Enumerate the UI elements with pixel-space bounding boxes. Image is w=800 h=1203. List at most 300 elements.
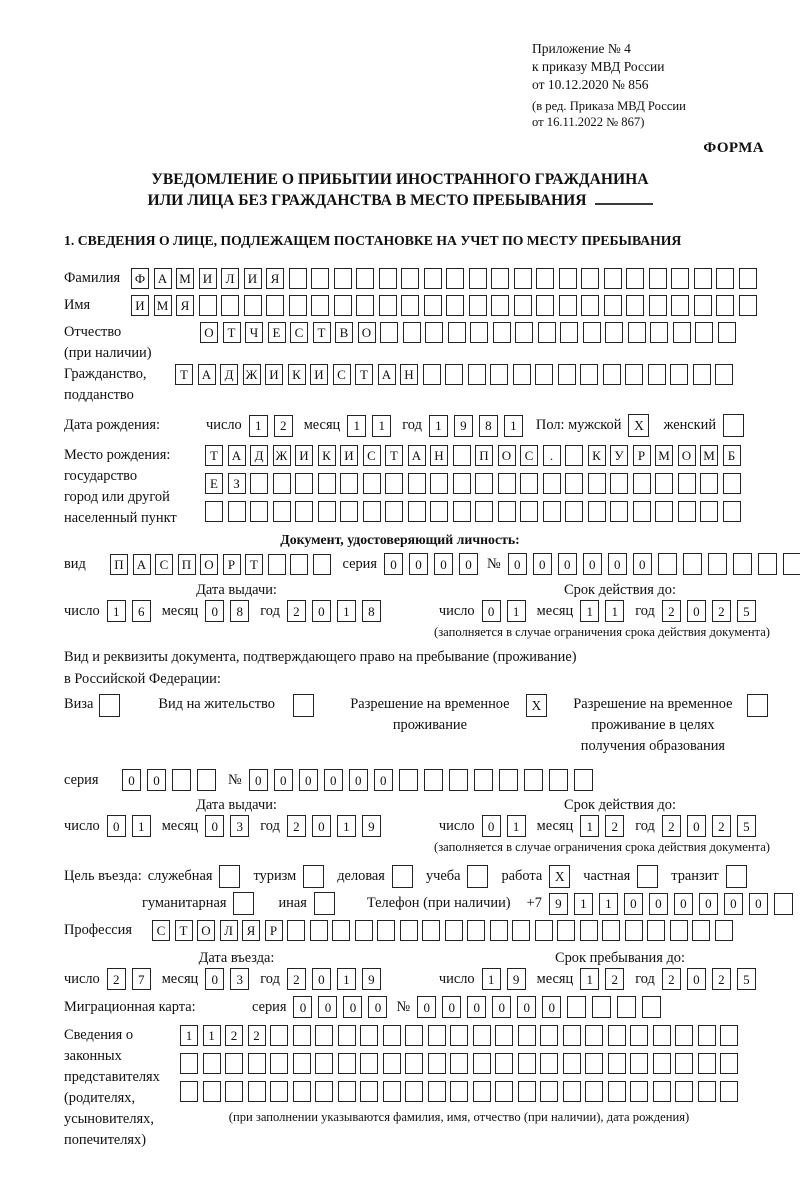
char-cell[interactable]: 0 — [533, 553, 552, 575]
char-cell[interactable]: А — [154, 268, 172, 289]
char-cell[interactable]: 0 — [384, 553, 403, 575]
char-cell[interactable]: 0 — [205, 600, 224, 622]
char-cell[interactable] — [563, 1053, 581, 1074]
char-cell[interactable] — [538, 322, 556, 343]
char-cell[interactable] — [694, 295, 712, 316]
char-cell[interactable] — [700, 501, 718, 522]
char-cell[interactable]: . — [543, 445, 561, 466]
char-cell[interactable] — [563, 1025, 581, 1046]
char-cell[interactable] — [783, 553, 800, 575]
char-cell[interactable] — [536, 268, 554, 289]
char-cell[interactable] — [270, 1025, 288, 1046]
char-cell[interactable]: У — [610, 445, 628, 466]
char-cell[interactable] — [315, 1081, 333, 1102]
char-cell[interactable]: 2 — [225, 1025, 243, 1046]
char-cell[interactable]: А — [133, 554, 151, 575]
char-cell[interactable]: 0 — [349, 769, 368, 791]
char-cell[interactable]: Е — [268, 322, 286, 343]
char-cell[interactable] — [630, 1081, 648, 1102]
char-cell[interactable]: 2 — [662, 600, 681, 622]
char-cell[interactable] — [653, 1025, 671, 1046]
char-cell[interactable]: 0 — [312, 600, 331, 622]
char-cell[interactable]: 1 — [347, 415, 366, 437]
char-cell[interactable] — [401, 295, 419, 316]
char-cell[interactable] — [473, 1025, 491, 1046]
char-cell[interactable] — [583, 322, 601, 343]
char-cell[interactable] — [540, 1053, 558, 1074]
char-cell[interactable] — [318, 501, 336, 522]
char-cell[interactable]: 0 — [459, 553, 478, 575]
char-cell[interactable] — [630, 1053, 648, 1074]
char-cell[interactable] — [608, 1025, 626, 1046]
char-cell[interactable]: М — [154, 295, 172, 316]
char-cell[interactable] — [266, 295, 284, 316]
char-cell[interactable] — [468, 364, 486, 385]
char-cell[interactable]: 0 — [608, 553, 627, 575]
char-cell[interactable] — [608, 1081, 626, 1102]
char-cell[interactable] — [655, 501, 673, 522]
char-cell[interactable] — [287, 920, 305, 941]
char-cell[interactable] — [653, 1081, 671, 1102]
char-cell[interactable] — [708, 553, 727, 575]
char-cell[interactable]: А — [378, 364, 396, 385]
char-cell[interactable]: 0 — [299, 769, 318, 791]
char-cell[interactable] — [244, 295, 262, 316]
purpose-transit-checkbox[interactable] — [726, 865, 747, 888]
char-cell[interactable]: 0 — [312, 815, 331, 837]
char-cell[interactable] — [715, 364, 733, 385]
char-cell[interactable]: 1 — [372, 415, 391, 437]
purpose-work-checkbox[interactable]: X — [549, 865, 570, 888]
char-cell[interactable]: 2 — [248, 1025, 266, 1046]
char-cell[interactable]: 0 — [293, 996, 312, 1018]
char-cell[interactable] — [453, 445, 471, 466]
char-cell[interactable] — [720, 1081, 738, 1102]
char-cell[interactable]: Ж — [273, 445, 291, 466]
char-cell[interactable]: О — [358, 322, 376, 343]
char-cell[interactable]: 1 — [429, 415, 448, 437]
char-cell[interactable] — [293, 1053, 311, 1074]
char-cell[interactable] — [475, 473, 493, 494]
char-cell[interactable] — [733, 553, 752, 575]
char-cell[interactable] — [558, 364, 576, 385]
char-cell[interactable] — [250, 501, 268, 522]
char-cell[interactable]: С — [363, 445, 381, 466]
char-cell[interactable] — [580, 920, 598, 941]
char-cell[interactable]: 9 — [362, 968, 381, 990]
char-cell[interactable]: П — [110, 554, 128, 575]
char-cell[interactable] — [718, 322, 736, 343]
char-cell[interactable] — [692, 920, 710, 941]
char-cell[interactable]: О — [200, 322, 218, 343]
char-cell[interactable] — [695, 322, 713, 343]
char-cell[interactable]: Я — [176, 295, 194, 316]
char-cell[interactable]: С — [155, 554, 173, 575]
char-cell[interactable]: Л — [220, 920, 238, 941]
char-cell[interactable] — [588, 501, 606, 522]
char-cell[interactable] — [270, 1081, 288, 1102]
char-cell[interactable] — [716, 268, 734, 289]
char-cell[interactable]: Т — [175, 920, 193, 941]
char-cell[interactable] — [474, 769, 493, 791]
char-cell[interactable]: 0 — [147, 769, 166, 791]
char-cell[interactable]: 0 — [492, 996, 511, 1018]
char-cell[interactable] — [405, 1025, 423, 1046]
char-cell[interactable] — [490, 920, 508, 941]
char-cell[interactable] — [678, 473, 696, 494]
char-cell[interactable]: 8 — [362, 600, 381, 622]
char-cell[interactable] — [293, 1025, 311, 1046]
char-cell[interactable]: 2 — [712, 815, 731, 837]
char-cell[interactable] — [428, 1025, 446, 1046]
char-cell[interactable]: Р — [265, 920, 283, 941]
char-cell[interactable] — [469, 268, 487, 289]
char-cell[interactable]: 2 — [662, 968, 681, 990]
char-cell[interactable] — [450, 1053, 468, 1074]
char-cell[interactable] — [491, 295, 509, 316]
char-cell[interactable] — [355, 920, 373, 941]
char-cell[interactable]: М — [655, 445, 673, 466]
char-cell[interactable]: 1 — [203, 1025, 221, 1046]
char-cell[interactable]: Н — [400, 364, 418, 385]
char-cell[interactable] — [694, 268, 712, 289]
char-cell[interactable]: 0 — [467, 996, 486, 1018]
char-cell[interactable]: 0 — [205, 968, 224, 990]
char-cell[interactable] — [535, 364, 553, 385]
char-cell[interactable] — [315, 1025, 333, 1046]
char-cell[interactable] — [739, 295, 757, 316]
char-cell[interactable] — [626, 268, 644, 289]
char-cell[interactable] — [446, 268, 464, 289]
char-cell[interactable]: И — [340, 445, 358, 466]
char-cell[interactable] — [273, 501, 291, 522]
char-cell[interactable] — [675, 1081, 693, 1102]
char-cell[interactable] — [499, 769, 518, 791]
char-cell[interactable] — [313, 554, 331, 575]
char-cell[interactable] — [248, 1081, 266, 1102]
purpose-other-checkbox[interactable] — [314, 892, 335, 915]
char-cell[interactable]: Ч — [245, 322, 263, 343]
char-cell[interactable]: И — [199, 268, 217, 289]
char-cell[interactable] — [513, 364, 531, 385]
char-cell[interactable]: К — [588, 445, 606, 466]
char-cell[interactable] — [498, 501, 516, 522]
temp-residence-edu-checkbox[interactable] — [747, 694, 768, 717]
char-cell[interactable]: 0 — [624, 893, 643, 915]
char-cell[interactable]: 1 — [580, 968, 599, 990]
char-cell[interactable] — [340, 501, 358, 522]
char-cell[interactable]: 5 — [737, 815, 756, 837]
char-cell[interactable]: Т — [223, 322, 241, 343]
char-cell[interactable] — [675, 1025, 693, 1046]
char-cell[interactable]: 1 — [580, 600, 599, 622]
char-cell[interactable] — [540, 1025, 558, 1046]
char-cell[interactable] — [626, 295, 644, 316]
char-cell[interactable] — [675, 1053, 693, 1074]
char-cell[interactable]: С — [152, 920, 170, 941]
char-cell[interactable] — [512, 920, 530, 941]
char-cell[interactable] — [670, 920, 688, 941]
char-cell[interactable] — [315, 1053, 333, 1074]
char-cell[interactable]: 1 — [180, 1025, 198, 1046]
char-cell[interactable] — [565, 473, 583, 494]
char-cell[interactable] — [630, 1025, 648, 1046]
char-cell[interactable]: 0 — [434, 553, 453, 575]
char-cell[interactable]: 9 — [507, 968, 526, 990]
char-cell[interactable] — [536, 295, 554, 316]
char-cell[interactable]: Ф — [131, 268, 149, 289]
char-cell[interactable]: Д — [220, 364, 238, 385]
char-cell[interactable]: 0 — [542, 996, 561, 1018]
char-cell[interactable] — [720, 1053, 738, 1074]
char-cell[interactable] — [408, 501, 426, 522]
char-cell[interactable] — [428, 1053, 446, 1074]
char-cell[interactable]: 0 — [699, 893, 718, 915]
char-cell[interactable] — [648, 364, 666, 385]
char-cell[interactable] — [581, 295, 599, 316]
char-cell[interactable] — [475, 501, 493, 522]
char-cell[interactable]: 0 — [205, 815, 224, 837]
char-cell[interactable]: 2 — [107, 968, 126, 990]
temp-residence-checkbox[interactable]: X — [526, 694, 547, 717]
char-cell[interactable] — [617, 996, 636, 1018]
char-cell[interactable] — [205, 501, 223, 522]
char-cell[interactable] — [658, 553, 677, 575]
char-cell[interactable]: Л — [221, 268, 239, 289]
char-cell[interactable] — [289, 295, 307, 316]
char-cell[interactable] — [270, 1053, 288, 1074]
char-cell[interactable] — [424, 268, 442, 289]
char-cell[interactable] — [610, 473, 628, 494]
char-cell[interactable]: П — [475, 445, 493, 466]
char-cell[interactable]: 0 — [724, 893, 743, 915]
char-cell[interactable] — [673, 322, 691, 343]
char-cell[interactable]: О — [200, 554, 218, 575]
char-cell[interactable]: 0 — [674, 893, 693, 915]
char-cell[interactable]: О — [197, 920, 215, 941]
char-cell[interactable] — [338, 1025, 356, 1046]
char-cell[interactable]: Т — [245, 554, 263, 575]
char-cell[interactable] — [360, 1053, 378, 1074]
char-cell[interactable] — [683, 553, 702, 575]
char-cell[interactable] — [450, 1025, 468, 1046]
char-cell[interactable] — [693, 364, 711, 385]
char-cell[interactable]: В — [335, 322, 353, 343]
char-cell[interactable] — [449, 769, 468, 791]
char-cell[interactable] — [565, 501, 583, 522]
char-cell[interactable]: 2 — [662, 815, 681, 837]
char-cell[interactable] — [565, 445, 583, 466]
char-cell[interactable] — [563, 1081, 581, 1102]
char-cell[interactable]: 3 — [230, 968, 249, 990]
char-cell[interactable]: 0 — [318, 996, 337, 1018]
char-cell[interactable] — [774, 893, 793, 915]
char-cell[interactable] — [514, 268, 532, 289]
char-cell[interactable] — [318, 473, 336, 494]
char-cell[interactable] — [633, 501, 651, 522]
char-cell[interactable]: 9 — [549, 893, 568, 915]
char-cell[interactable] — [559, 268, 577, 289]
char-cell[interactable] — [199, 295, 217, 316]
char-cell[interactable]: 0 — [508, 553, 527, 575]
char-cell[interactable]: 1 — [249, 415, 268, 437]
char-cell[interactable] — [473, 1081, 491, 1102]
char-cell[interactable] — [678, 501, 696, 522]
char-cell[interactable]: 6 — [132, 600, 151, 622]
char-cell[interactable]: С — [290, 322, 308, 343]
char-cell[interactable] — [338, 1081, 356, 1102]
char-cell[interactable]: 1 — [605, 600, 624, 622]
char-cell[interactable] — [360, 1081, 378, 1102]
char-cell[interactable] — [670, 364, 688, 385]
char-cell[interactable] — [604, 268, 622, 289]
char-cell[interactable] — [180, 1081, 198, 1102]
char-cell[interactable]: 0 — [417, 996, 436, 1018]
char-cell[interactable]: 0 — [374, 769, 393, 791]
char-cell[interactable]: Е — [205, 473, 223, 494]
char-cell[interactable]: 1 — [337, 600, 356, 622]
char-cell[interactable]: А — [198, 364, 216, 385]
char-cell[interactable] — [356, 268, 374, 289]
char-cell[interactable] — [518, 1025, 536, 1046]
char-cell[interactable] — [248, 1053, 266, 1074]
char-cell[interactable] — [559, 295, 577, 316]
char-cell[interactable]: М — [700, 445, 718, 466]
char-cell[interactable]: 0 — [583, 553, 602, 575]
char-cell[interactable]: 0 — [482, 815, 501, 837]
char-cell[interactable]: 0 — [249, 769, 268, 791]
char-cell[interactable]: А — [228, 445, 246, 466]
char-cell[interactable]: П — [178, 554, 196, 575]
char-cell[interactable] — [385, 473, 403, 494]
char-cell[interactable] — [383, 1053, 401, 1074]
char-cell[interactable]: 0 — [687, 968, 706, 990]
purpose-business-checkbox[interactable] — [219, 865, 240, 888]
purpose-study-checkbox[interactable] — [467, 865, 488, 888]
char-cell[interactable]: 1 — [132, 815, 151, 837]
char-cell[interactable] — [424, 769, 443, 791]
sex-male-checkbox[interactable]: X — [628, 414, 649, 437]
char-cell[interactable]: 8 — [230, 600, 249, 622]
char-cell[interactable] — [495, 1025, 513, 1046]
char-cell[interactable]: 0 — [649, 893, 668, 915]
char-cell[interactable] — [602, 920, 620, 941]
char-cell[interactable] — [605, 322, 623, 343]
char-cell[interactable]: С — [333, 364, 351, 385]
char-cell[interactable] — [268, 554, 286, 575]
char-cell[interactable] — [518, 1081, 536, 1102]
char-cell[interactable] — [293, 1081, 311, 1102]
char-cell[interactable]: 2 — [274, 415, 293, 437]
char-cell[interactable] — [310, 920, 328, 941]
visa-checkbox[interactable] — [99, 694, 120, 717]
char-cell[interactable]: 2 — [712, 968, 731, 990]
char-cell[interactable]: И — [310, 364, 328, 385]
char-cell[interactable]: 0 — [343, 996, 362, 1018]
char-cell[interactable]: И — [244, 268, 262, 289]
char-cell[interactable] — [720, 1025, 738, 1046]
char-cell[interactable]: 0 — [324, 769, 343, 791]
char-cell[interactable] — [715, 920, 733, 941]
char-cell[interactable] — [585, 1081, 603, 1102]
char-cell[interactable]: 1 — [107, 600, 126, 622]
char-cell[interactable] — [625, 364, 643, 385]
char-cell[interactable]: 8 — [479, 415, 498, 437]
char-cell[interactable] — [653, 1053, 671, 1074]
char-cell[interactable]: 9 — [454, 415, 473, 437]
char-cell[interactable] — [250, 473, 268, 494]
char-cell[interactable] — [356, 295, 374, 316]
char-cell[interactable] — [383, 1081, 401, 1102]
char-cell[interactable] — [445, 364, 463, 385]
char-cell[interactable] — [180, 1053, 198, 1074]
char-cell[interactable] — [608, 1053, 626, 1074]
char-cell[interactable] — [698, 1081, 716, 1102]
sex-female-checkbox[interactable] — [723, 414, 744, 437]
char-cell[interactable] — [379, 295, 397, 316]
char-cell[interactable]: 2 — [287, 968, 306, 990]
char-cell[interactable] — [649, 268, 667, 289]
char-cell[interactable]: 2 — [287, 600, 306, 622]
char-cell[interactable] — [495, 1053, 513, 1074]
char-cell[interactable] — [334, 268, 352, 289]
char-cell[interactable] — [604, 295, 622, 316]
char-cell[interactable] — [700, 473, 718, 494]
char-cell[interactable] — [543, 473, 561, 494]
char-cell[interactable] — [585, 1053, 603, 1074]
char-cell[interactable] — [493, 322, 511, 343]
char-cell[interactable]: А — [408, 445, 426, 466]
char-cell[interactable]: И — [131, 295, 149, 316]
char-cell[interactable] — [453, 501, 471, 522]
char-cell[interactable]: 0 — [633, 553, 652, 575]
char-cell[interactable] — [377, 920, 395, 941]
char-cell[interactable]: 7 — [132, 968, 151, 990]
char-cell[interactable]: 3 — [230, 815, 249, 837]
char-cell[interactable]: Т — [175, 364, 193, 385]
char-cell[interactable] — [401, 268, 419, 289]
purpose-commercial-checkbox[interactable] — [392, 865, 413, 888]
char-cell[interactable]: 1 — [507, 600, 526, 622]
char-cell[interactable] — [642, 996, 661, 1018]
char-cell[interactable] — [603, 364, 621, 385]
char-cell[interactable] — [360, 1025, 378, 1046]
char-cell[interactable]: 0 — [482, 600, 501, 622]
char-cell[interactable] — [560, 322, 578, 343]
char-cell[interactable]: 1 — [580, 815, 599, 837]
char-cell[interactable]: 0 — [274, 769, 293, 791]
char-cell[interactable] — [592, 996, 611, 1018]
char-cell[interactable] — [295, 501, 313, 522]
char-cell[interactable] — [515, 322, 533, 343]
char-cell[interactable] — [671, 295, 689, 316]
char-cell[interactable]: Т — [313, 322, 331, 343]
char-cell[interactable]: З — [228, 473, 246, 494]
char-cell[interactable] — [424, 295, 442, 316]
char-cell[interactable]: М — [176, 268, 194, 289]
purpose-tourism-checkbox[interactable] — [303, 865, 324, 888]
char-cell[interactable]: Ж — [243, 364, 261, 385]
char-cell[interactable] — [650, 322, 668, 343]
char-cell[interactable] — [430, 501, 448, 522]
char-cell[interactable] — [698, 1025, 716, 1046]
char-cell[interactable]: 2 — [287, 815, 306, 837]
char-cell[interactable]: 1 — [504, 415, 523, 437]
char-cell[interactable]: Р — [223, 554, 241, 575]
char-cell[interactable] — [490, 364, 508, 385]
char-cell[interactable] — [203, 1053, 221, 1074]
char-cell[interactable] — [448, 322, 466, 343]
